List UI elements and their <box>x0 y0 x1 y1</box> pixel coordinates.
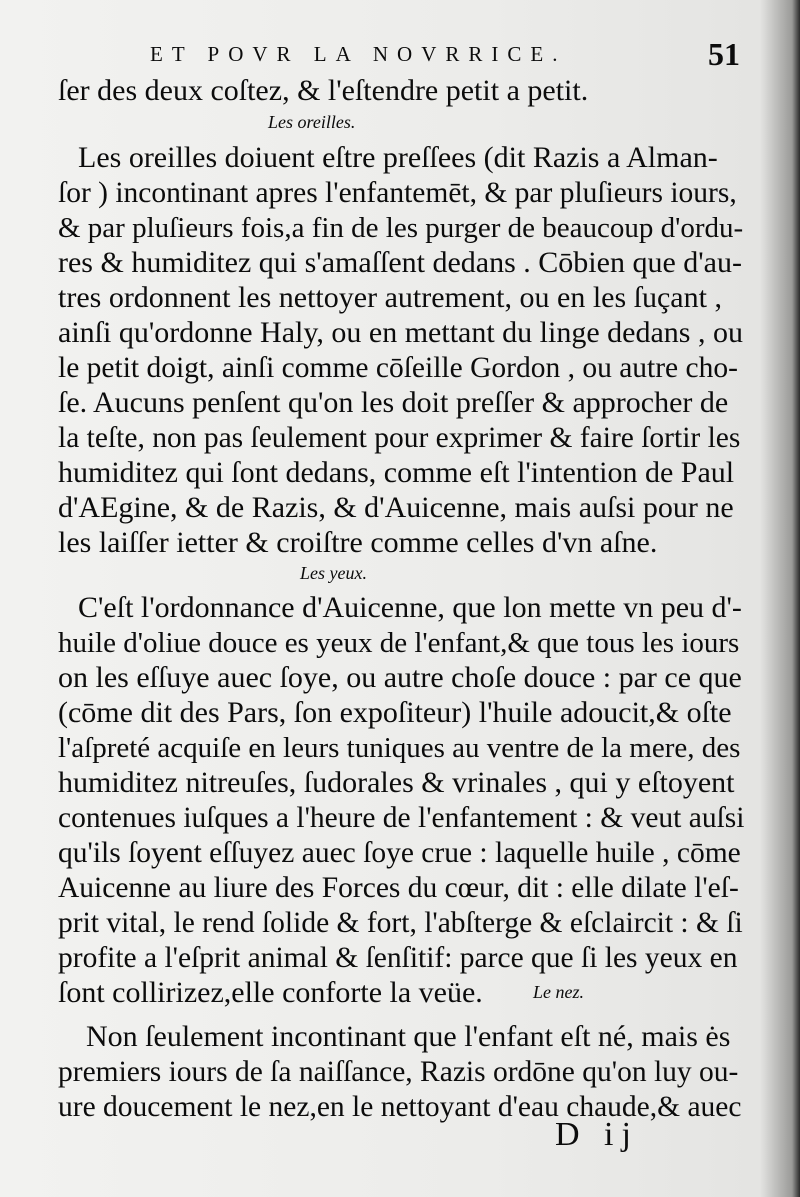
text-line: on les eſſuye auec ſoye, ou autre choſe douce : par ce que <box>58 661 742 694</box>
text-line: tres ordonnent les nettoyer autrement, ou en les ſuçant , <box>58 281 722 314</box>
text-line: Auicenne au liure des Forces du cœur, dit : elle dilate l'eſ- <box>58 872 739 904</box>
text-line: ainſi qu'ordonne Haly, ou en mettant du linge dedans , ou <box>58 316 743 349</box>
text-line: (cōme dit des Pars, ſon expoſiteur) l'huile adoucit,& oſte <box>58 696 732 729</box>
text-line: Non ſeulement incontinant que l'enfant eſt né, mais ės <box>86 1020 731 1053</box>
text-line: humiditez qui ſont dedans, comme eſt l'intention de Paul <box>58 456 735 489</box>
running-head: ET POVR LA NOVRRICE. <box>150 42 567 66</box>
margin-heading-eyes: Les yeux. <box>300 563 367 583</box>
page-header <box>140 38 740 72</box>
page-number: 51 <box>708 36 740 72</box>
text-line: huile d'oliue douce es yeux de l'enfant,& que tous les iours <box>58 627 740 659</box>
text-line: ſer des deux coſtez, & l'eſtendre petit a petit. <box>58 74 589 107</box>
text-line: ſont collirizez,elle conforte la veüe. <box>58 976 483 1009</box>
margin-heading-ears: Les oreilles. <box>268 112 356 132</box>
text-line: ſe. Aucuns penſent qu'on les doit preſſer & approcher de <box>58 386 729 419</box>
text-line: C'eſt l'ordonnance d'Auicenne, que lon mette vn peu d'- <box>78 591 742 624</box>
text-line: l'aſpreté acquiſe en leurs tuniques au ventre de la mere, des <box>58 732 741 764</box>
text-line: Les oreilles doiuent eſtre preſſees (dit Razis a Alman- <box>78 141 718 174</box>
text-line: d'AEgine, & de Razis, & d'Auicenne, mais auſsi pour ne <box>58 491 734 524</box>
text-line: le petit doigt, ainſi comme cōſeille Gordon , ou autre cho- <box>58 352 738 384</box>
text-line: humiditez nitreuſes, ſudorales & vrinales , qui y eſtoyent <box>58 766 735 799</box>
signature-mark: D ij <box>555 1116 639 1153</box>
text-line: premiers iours de ſa naiſſance, Razis ordōne qu'on luy ou- <box>58 1056 739 1088</box>
text-line: les laiſſer ietter & croiſtre comme celles d'vn aſne. <box>58 526 658 559</box>
text-line: qu'ils ſoyent eſſuyez auec ſoye crue : laquelle huile , cōme <box>58 837 741 869</box>
margin-heading-nose: Le nez. <box>533 982 584 1002</box>
text-line: ure doucement le nez,en le nettoyant d'eau chaude,& auec <box>58 1091 742 1123</box>
text-line: res & humiditez qui s'amaſſent dedans . Cōbien que d'au- <box>58 246 742 279</box>
text-line: profite a l'eſprit animal & ſenſitif: parce que ſi les yeux en <box>58 942 738 974</box>
text-line: la teſte, non pas ſeulement pour exprimer & faire ſortir les <box>58 422 741 454</box>
text-line: contenues iuſques a l'heure de l'enfantement : & veut auſsi <box>58 802 745 834</box>
text-line: & par pluſieurs fois,a fin de les purger de beaucoup d'ordu- <box>58 212 744 244</box>
text-line: prit vital, le rend ſolide & fort, l'abſterge & eſclaircit : & ſi <box>58 907 743 939</box>
text-line: ſor ) incontinant apres l'enfantemēt, & par pluſieurs iours, <box>58 177 737 209</box>
